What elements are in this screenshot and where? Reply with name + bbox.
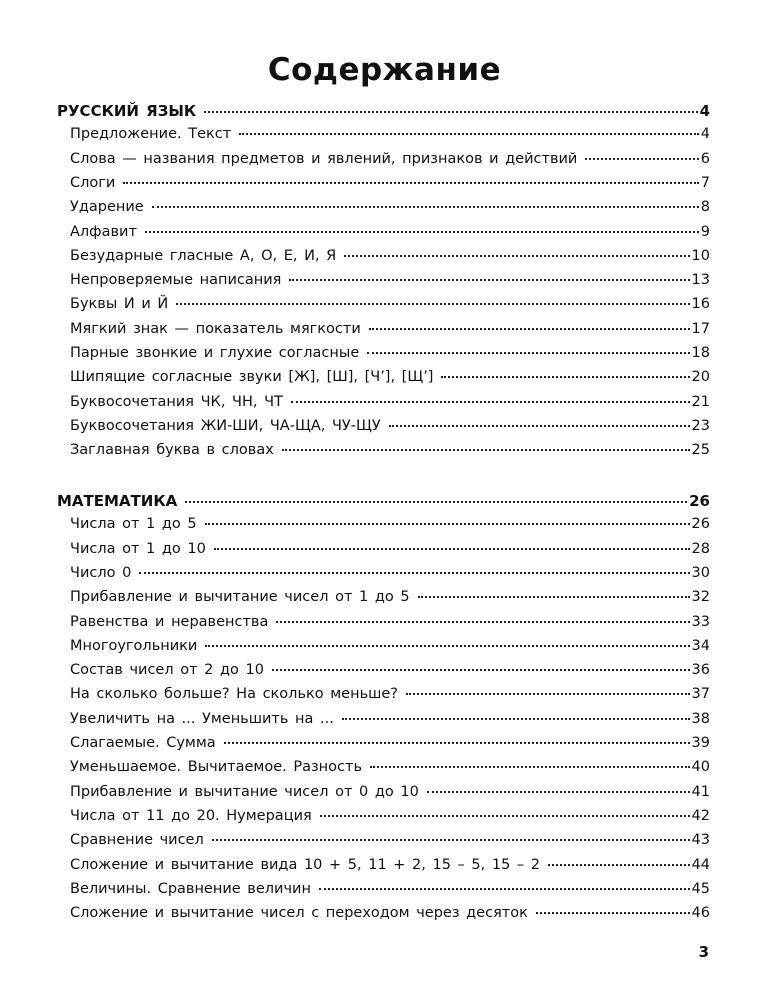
toc-entry-page: 18 bbox=[691, 345, 710, 361]
toc-entry-title: Предложение. Текст bbox=[70, 126, 232, 143]
dot-leader bbox=[320, 815, 690, 817]
toc-entry bbox=[70, 151, 710, 173]
toc-entry-page: 32 bbox=[691, 589, 710, 606]
dot-leader bbox=[239, 133, 699, 135]
toc-entry bbox=[70, 345, 710, 367]
toc-entry-title: Увеличить на ... Уменьшить на ... bbox=[70, 710, 334, 727]
toc-entry bbox=[70, 296, 710, 318]
toc-entry-title: Многоугольники bbox=[70, 637, 198, 654]
dot-leader bbox=[342, 718, 690, 720]
toc-entry-title: Алфавит bbox=[70, 223, 137, 240]
page-title: Содержание bbox=[267, 52, 502, 88]
toc-entry-page: 43 bbox=[691, 832, 710, 849]
toc-entry-title: Прибавление и вычитание чисел от 0 до 10 bbox=[70, 783, 419, 800]
toc-entry bbox=[70, 175, 710, 197]
dot-leader bbox=[185, 501, 687, 503]
toc-entry-title: Шипящие согласные звуки [Ж], [Ш], [Ч’], [Щ’] bbox=[70, 369, 434, 386]
toc-entry-title: Сравнение чисел bbox=[70, 832, 204, 849]
toc-entry bbox=[70, 565, 710, 587]
toc-entry bbox=[70, 832, 710, 854]
toc-entry-title: Буквы И и Й bbox=[70, 296, 169, 313]
toc-entry-page: 41 bbox=[691, 783, 710, 800]
toc-entry bbox=[70, 759, 710, 781]
dot-leader bbox=[548, 864, 690, 866]
toc-entry-title: Непроверяемые написания bbox=[70, 272, 282, 289]
toc-entry-page: 17 bbox=[691, 320, 710, 337]
dot-leader bbox=[214, 548, 690, 550]
toc-entry-title: РУССКИЙ ЯЗЫК bbox=[57, 102, 197, 120]
toc-entry-page: 21 bbox=[691, 393, 710, 410]
toc-entry-title: Безударные гласные А, О, Е, И, Я bbox=[70, 247, 337, 264]
toc-entry-title: Слагаемые. Сумма bbox=[70, 735, 216, 751]
dot-leader bbox=[418, 596, 690, 598]
dot-leader bbox=[319, 888, 690, 890]
toc-entry bbox=[70, 905, 710, 927]
toc-entry-title: Буквосочетания ЧК, ЧН, ЧТ bbox=[70, 393, 283, 410]
dot-leader bbox=[204, 111, 697, 113]
toc-entry-page: 30 bbox=[691, 564, 710, 581]
toc-entry-title: Уменьшаемое. Вычитаемое. Разность bbox=[70, 759, 362, 776]
toc-entry-page: 8 bbox=[700, 199, 710, 216]
dot-leader bbox=[406, 693, 690, 695]
toc-entry-page: 44 bbox=[691, 856, 710, 873]
toc-entry-page: 25 bbox=[691, 442, 710, 459]
toc-entry-page: 20 bbox=[691, 369, 710, 386]
toc-entry bbox=[70, 418, 710, 440]
toc-entry bbox=[70, 857, 710, 879]
dot-leader bbox=[389, 425, 690, 427]
dot-leader bbox=[289, 279, 689, 281]
dot-leader bbox=[152, 206, 699, 208]
toc-entry-title: Буквосочетания ЖИ-ШИ, ЧА-ЩА, ЧУ-ЩУ bbox=[70, 417, 381, 434]
toc-entry-page: 39 bbox=[691, 735, 710, 751]
toc-entry-page: 42 bbox=[691, 807, 710, 824]
toc-entry bbox=[70, 784, 710, 806]
toc-entry bbox=[70, 808, 710, 830]
toc-entry bbox=[70, 272, 710, 294]
dot-leader bbox=[176, 303, 689, 305]
toc-entry bbox=[70, 638, 710, 660]
toc-entry-title: Заглавная буква в словах bbox=[70, 442, 274, 459]
toc-entry bbox=[70, 686, 710, 708]
toc-entry bbox=[70, 589, 710, 611]
toc-entry bbox=[70, 735, 710, 757]
toc-entry bbox=[70, 369, 710, 391]
toc-entry bbox=[70, 516, 710, 538]
toc-entry-title: На сколько больше? На сколько меньше? bbox=[70, 686, 398, 703]
toc-entry-title: МАТЕМАТИКА bbox=[57, 492, 178, 510]
toc-entry-page: 9 bbox=[700, 223, 710, 240]
toc-entry-title: Число 0 bbox=[70, 564, 132, 581]
toc-entry bbox=[70, 224, 710, 246]
dot-leader bbox=[536, 912, 690, 914]
toc-entry-title: Величины. Сравнение величин bbox=[70, 880, 311, 897]
dot-leader bbox=[123, 182, 698, 184]
dot-leader bbox=[276, 621, 689, 623]
toc-entry bbox=[70, 126, 710, 148]
toc-entry bbox=[70, 442, 710, 464]
toc-entry-page: 34 bbox=[691, 637, 710, 654]
toc-entry-page: 33 bbox=[691, 613, 710, 630]
toc-entry bbox=[70, 662, 710, 684]
toc-entry-page: 23 bbox=[691, 417, 710, 434]
toc-entry-title: Слова — названия предметов и явлений, признаков и действий bbox=[70, 150, 578, 167]
dot-leader bbox=[427, 791, 690, 793]
page-number: 3 bbox=[698, 943, 709, 961]
dot-leader bbox=[212, 839, 690, 841]
toc-entry bbox=[70, 248, 710, 270]
toc-entry-title: Сложение и вычитание чисел с переходом через десяток bbox=[70, 905, 528, 922]
toc-entry-page: 16 bbox=[691, 296, 710, 313]
toc-entry-page: 4 bbox=[699, 102, 710, 120]
dot-leader bbox=[272, 669, 690, 671]
toc-entry-title: Мягкий знак — показатель мягкости bbox=[70, 320, 361, 337]
toc-entry-page: 28 bbox=[691, 540, 710, 557]
toc-entry-title: Слоги bbox=[70, 174, 116, 191]
toc-entry-page: 38 bbox=[691, 710, 710, 727]
toc-entry-title: Ударение bbox=[70, 199, 144, 216]
dot-leader bbox=[291, 401, 690, 403]
toc-entry-page: 37 bbox=[691, 686, 710, 703]
toc-section-heading bbox=[57, 102, 710, 124]
toc-entry-page: 4 bbox=[700, 126, 710, 143]
toc-entry bbox=[70, 321, 710, 343]
toc-entry-page: 26 bbox=[689, 492, 710, 510]
toc-entry bbox=[70, 881, 710, 903]
toc-entry bbox=[70, 614, 710, 636]
dot-leader bbox=[367, 352, 689, 354]
dot-leader bbox=[585, 158, 698, 160]
dot-leader bbox=[369, 328, 690, 330]
toc-entry-title: Прибавление и вычитание чисел от 1 до 5 bbox=[70, 589, 410, 606]
dot-leader bbox=[205, 645, 689, 647]
toc-entry-page: 46 bbox=[691, 905, 710, 922]
toc-entry bbox=[70, 199, 710, 221]
toc-entry-title: Числа от 1 до 10 bbox=[70, 540, 206, 557]
toc-entry-title: Парные звонкие и глухие согласные bbox=[70, 345, 360, 361]
toc-entry-page: 13 bbox=[691, 272, 710, 289]
toc-entry-title: Числа от 1 до 5 bbox=[70, 516, 197, 533]
toc-entry-page: 45 bbox=[691, 880, 710, 897]
toc-entry-page: 36 bbox=[691, 662, 710, 679]
dot-leader bbox=[145, 231, 699, 233]
dot-leader bbox=[370, 766, 690, 768]
toc-entry-page: 26 bbox=[691, 516, 710, 533]
dot-leader bbox=[224, 742, 690, 744]
toc-entry-title: Состав чисел от 2 до 10 bbox=[70, 662, 264, 679]
toc-entry-page: 7 bbox=[700, 174, 710, 191]
toc-entry-title: Сложение и вычитание вида 10 + 5, 11 + 2, 15 – 5, 15 – 2 bbox=[70, 856, 540, 873]
toc-entry bbox=[70, 711, 710, 733]
toc-entry-page: 6 bbox=[700, 150, 710, 167]
dot-leader bbox=[205, 523, 690, 525]
toc-entry bbox=[70, 394, 710, 416]
toc-section-heading bbox=[57, 492, 710, 514]
dot-leader bbox=[139, 572, 689, 574]
toc-entry bbox=[70, 541, 710, 563]
dot-leader bbox=[441, 376, 689, 378]
toc-entry-page: 10 bbox=[691, 247, 710, 264]
dot-leader bbox=[282, 449, 690, 451]
dot-leader bbox=[344, 255, 689, 257]
toc-entry-title: Числа от 11 до 20. Нумерация bbox=[70, 807, 312, 824]
toc-entry-page: 40 bbox=[691, 759, 710, 776]
toc-entry-title: Равенства и неравенства bbox=[70, 613, 269, 630]
